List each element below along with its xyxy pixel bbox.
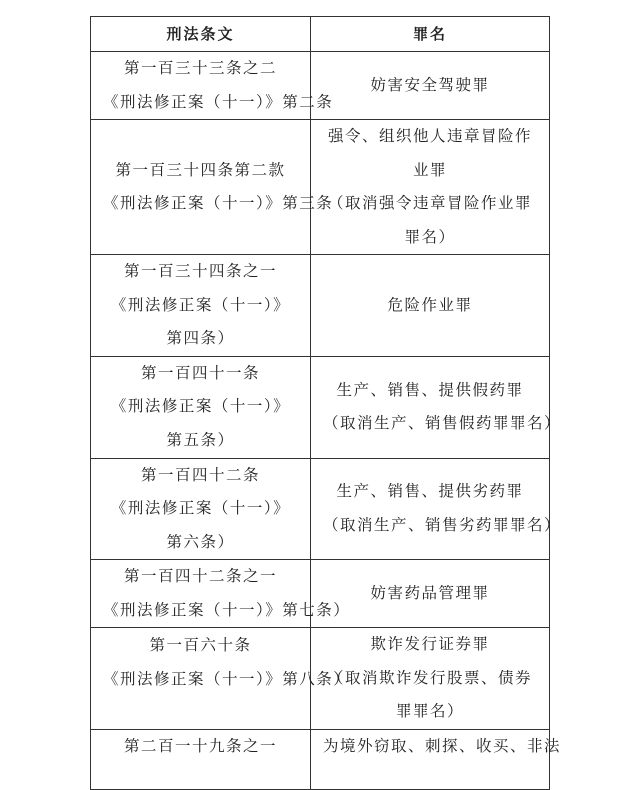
article-line: 第一百六十条 (149, 636, 252, 654)
table-row (91, 120, 550, 255)
article-line: 第一百四十二条 (140, 465, 260, 484)
article-cell (91, 560, 351, 628)
crime-cell (311, 356, 562, 458)
crime-line: 生产、销售、提供假药罪 (336, 380, 524, 399)
article-line: 第一百三十三条之二 (123, 59, 277, 77)
table-header-row (91, 17, 550, 52)
crime-cell (311, 628, 550, 730)
table-row (91, 356, 550, 458)
crime-cell (311, 255, 550, 357)
article-line: 《刑法修正案（十一）》第八条） (103, 669, 351, 688)
article-line: 《刑法修正案（十一）》第三条 (103, 194, 334, 212)
table-row (91, 52, 550, 120)
crime-line: 妨害药品管理罪 (370, 583, 490, 602)
crime-line: 欺诈发行证券罪 (370, 635, 490, 653)
article-line: 第一百四十一条 (140, 363, 260, 382)
header-article: 刑法条文 (91, 17, 311, 52)
crime-line: 生产、销售、提供劣药罪 (336, 482, 524, 501)
article-cell (91, 458, 311, 560)
table-row (91, 458, 550, 560)
crime-table (90, 16, 562, 790)
table-row (91, 255, 550, 357)
crime-line: （取消欺诈发行股票、债券罪罪名） (327, 668, 532, 720)
header-crime: 罪名 (311, 17, 550, 52)
crime-line: （取消生产、销售假药罪罪名） (323, 414, 562, 432)
crime-line: 为境外窃取、刺探、收买、非法 (323, 736, 562, 755)
article-cell (91, 729, 311, 789)
crime-cell (311, 729, 562, 789)
article-line: 《刑法修正案（十一）》第四条） (110, 295, 291, 347)
article-cell (91, 628, 351, 730)
article-line: 第一百三十四条之一 (123, 262, 277, 280)
table-row (91, 628, 550, 730)
article-line: 第二百一十九条之一 (123, 736, 277, 755)
article-line: 第一百四十二条之一 (123, 567, 277, 585)
crime-line: （取消强令违章冒险作业罪罪名） (327, 194, 532, 246)
crime-line: （取消生产、销售劣药罪罪名） (323, 515, 562, 534)
article-cell (91, 356, 311, 458)
article-cell (91, 52, 334, 120)
table-row (91, 560, 550, 628)
crime-cell (311, 120, 550, 255)
article-line: 《刑法修正案（十一）》第五条） (110, 397, 291, 449)
crime-line: 危险作业罪 (387, 295, 473, 314)
article-line: 《刑法修正案（十一）》第六条） (110, 499, 291, 551)
crime-cell (311, 52, 550, 120)
crime-line: 强令、组织他人违章冒险作业罪 (327, 127, 532, 179)
article-line: 《刑法修正案（十一）》第七条） (103, 600, 351, 619)
article-cell (91, 255, 311, 357)
article-line: 第一百三十四条第二款 (115, 160, 286, 179)
article-line: 《刑法修正案（十一）》第二条 (103, 92, 334, 111)
crime-cell (311, 458, 562, 560)
crime-line: 妨害安全驾驶罪 (370, 75, 490, 94)
table-row (91, 729, 550, 789)
article-cell (91, 120, 334, 255)
